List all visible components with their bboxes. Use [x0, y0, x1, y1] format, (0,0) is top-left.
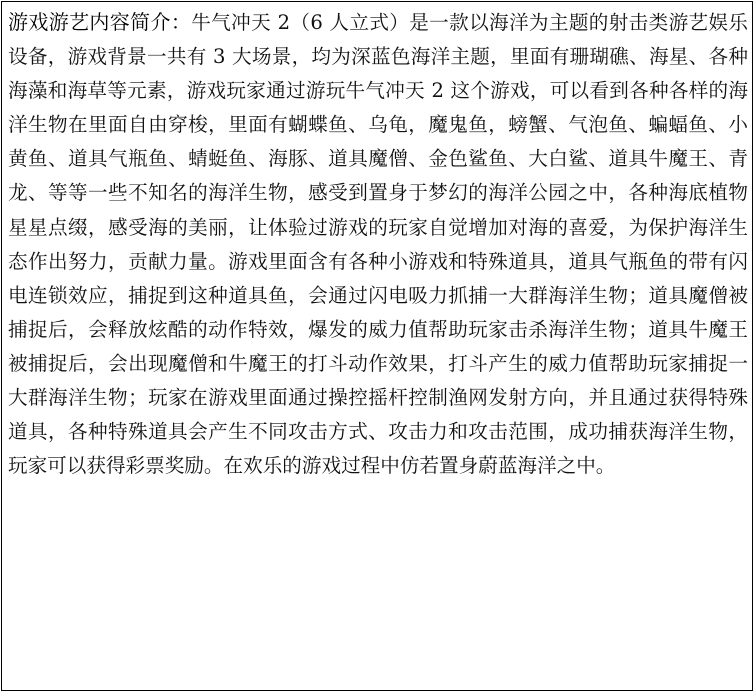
document-frame	[1, 1, 753, 691]
document-body	[8, 5, 748, 483]
section-title: 游戏游艺内容简介：	[8, 10, 192, 34]
description-paragraph: 牛气冲天 2（6 人立式）是一款以海洋为主题的射击类游艺娱乐设备，游戏背景一共有 3 大场景，均为深蓝色海洋主题，里面有珊瑚礁、海星、各种海藻和海草等元素，游戏玩家通过游玩牛气冲天 2 这个游戏，可以看到各种各样的海洋生物在里面自由穿梭，里面有蝴蝶鱼、乌龟，魔鬼鱼，螃蟹、气泡鱼、蝙蝠鱼、小黄鱼、道具气瓶鱼、蜻蜓鱼、海豚、道具魔僧、金色鲨鱼、大白鲨、道具牛魔王、青龙、等等一些不知名的海洋生物，感受到置身于梦幻的海洋公园之中，各种海底植物星星点缀，感受海的美丽，让体验过游戏的玩家自觉增加对海的喜爱，为保护海洋生态作出努力，贡献力量。游戏里面含有各种小游戏和特殊道具，道具气瓶鱼的带有闪电连锁效应，捕捉到这种道具鱼，会通过闪电吸力抓捕一大群海洋生物；道具魔僧被捕捉后，会释放炫酷的动作特效，爆发的威力值帮助玩家击杀海洋生物；道具牛魔王被捕捉后，会出现魔僧和牛魔王的打斗动作效果，打斗产生的威力值帮助玩家捕捉一大群海洋生物；玩家在游戏里面通过操控摇杆控制渔网发射方向，并且通过获得特殊道具，各种特殊道具会产生不同攻击方式、攻击力和攻击范围，成功捕获海洋生物，玩家可以获得彩票奖励。在欢乐的游戏过程中仿若置身蔚蓝海洋之中。	[8, 11, 749, 478]
